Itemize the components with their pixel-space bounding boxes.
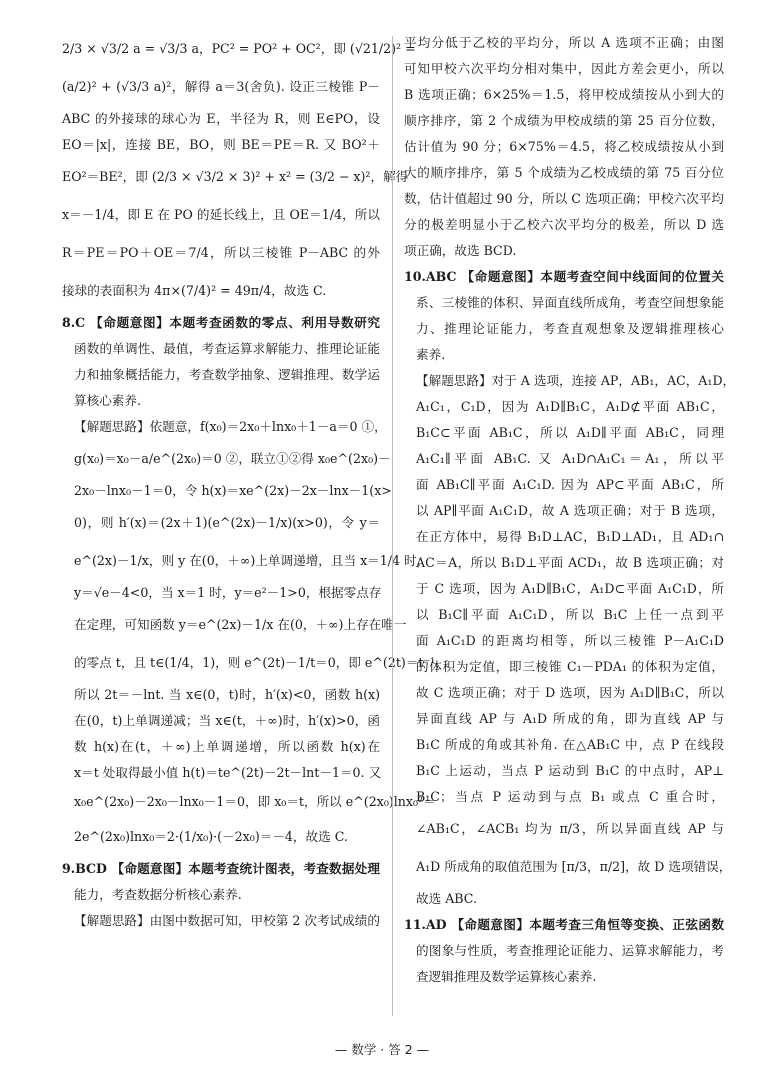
right-text-line: 素养. [416, 347, 446, 362]
right-text-line: 顺序排序，第 2 个成绩为甲校成绩的第 25 百分位数， [404, 113, 724, 128]
left-text-line: 8.C 【命题意图】本题考查函数的零点、利用导数研究 [62, 315, 380, 330]
right-text-line: 以 AP∥平面 A₁C₁D，故 A 选项正确；对于 B 选项， [416, 503, 724, 518]
left-text-line: e^(2x)－1/x，则 y 在(0，＋∞)上单调递增，且当 x＝1/4 时， [74, 553, 430, 568]
right-text-line: A₁D 所成角的取值范围为 [π/3，π/2]，故 D 选项错误， [416, 859, 732, 874]
left-text-line: 数 h(x)在(t，＋∞)上单调递增，所以函数 h(x)在 [74, 739, 380, 754]
right-text-line: 系、三棱锥的体积、异面直线所成角，考查空间想象能 [416, 295, 724, 310]
right-text-line: 面 AB₁C∥平面 A₁C₁D. 因为 AP⊂平面 AB₁C，所 [416, 477, 724, 492]
right-text-line: B₁C 所成的角或其补角. 在△AB₁C 中，点 P 在线段 [416, 737, 724, 752]
left-text-line: 力和抽象概括能力，考查数学抽象、逻辑推理、数学运 [74, 367, 380, 382]
left-text-line: 【解题思路】由图中数据可知，甲校第 2 次考试成绩的 [74, 913, 380, 928]
right-text-line: 异面直线 AP 与 A₁D 所成的角，即为直线 AP 与 [416, 711, 724, 726]
left-text-line: 算核心素养. [74, 393, 141, 408]
left-text-line: 函数的单调性、最值，考查运算求解能力、推理论证能 [74, 341, 380, 356]
right-text-line: 大的顺序排序，第 5 个成绩为乙校成绩的第 75 百分位 [404, 165, 724, 180]
left-text-line: 2/3 × √3/2 a = √3/3 a，PC² = PO² + OC²，即 (√21/2)² = [62, 41, 416, 56]
left-text-line: 能力，考查数据分析核心素养. [74, 887, 242, 902]
left-text-line: x₀e^(2x₀)－2x₀－lnx₀－1＝0，即 x₀＝t，所以 e^(2x₀)lnx₀²＝ [74, 794, 436, 809]
left-text-line: g(x₀)＝x₀－a/e^(2x₀)＝0 ②，联立①②得 x₀e^(2x₀)－ [74, 451, 391, 466]
right-text-line: 面 A₁C₁D 的距离均相等，所以三棱锥 P－A₁C₁D [416, 633, 724, 648]
right-text-line: 分的极差明显小于乙校六次平均分的极差，所以 D 选 [404, 217, 724, 232]
left-text-line: y＝√e－4<0，当 x＝1 时，y＝e²－1>0，根据零点存 [74, 585, 382, 600]
left-text-line: 所以 2t＝－lnt. 当 x∈(0，t)时，h′(x)<0，函数 h(x) [74, 687, 380, 702]
right-text-line: 以 B₁C∥平面 A₁C₁D，所以 B₁C 上任一点到平 [416, 607, 724, 622]
right-text-line: 项正确，故选 BCD. [404, 243, 517, 258]
right-text-line: AC＝A，所以 B₁D⊥平面 ACD₁，故 B 选项正确；对 [416, 555, 724, 570]
left-text-line: x＝－1/4，即 E 在 PO 的延长线上，且 OE＝1/4，所以 [62, 207, 380, 222]
page-footer: — 数学 · 答 2 — [334, 1042, 430, 1057]
right-text-line: 力、推理论证能力，考查直观想象及逻辑推理核心 [416, 321, 724, 336]
right-text-line: 平均分低于乙校的平均分，所以 A 选项不正确；由图 [404, 35, 724, 50]
right-text-line: 于 C 选项，因为 A₁D∥B₁C，A₁D⊂平面 A₁C₁D，所 [416, 581, 724, 596]
left-text-line: 接球的表面积为 4π×(7/4)² = 49π/4，故选 C. [62, 283, 327, 298]
right-text-line: 10.ABC 【命题意图】本题考查空间中线面间的位置关 [404, 269, 724, 284]
left-text-line: ABC 的外接球的球心为 E，半径为 R，则 E∈PO，设 [62, 111, 380, 126]
right-text-line: 可知甲校六次平均分相对集中，因此方差会更小，所以 [404, 61, 724, 76]
right-column [404, 30, 736, 990]
right-text-line: 估计值为 90 分；6×75%＝4.5，将乙校成绩按从小到 [404, 139, 724, 154]
left-text-line: 【解题思路】依题意，f(x₀)＝2x₀＋lnx₀＋1－a＝0 ①， [74, 419, 387, 434]
right-text-line: A₁C₁∥平面 AB₁C. 又 A₁D∩A₁C₁＝A₁，所以平 [416, 451, 724, 466]
right-text-line: 【解题思路】对于 A 选项，连接 AP，AB₁，AC，A₁D， [416, 373, 736, 388]
right-text-line: B₁C 上运动，当点 P 运动到 B₁C 的中点时，AP⊥ [416, 763, 724, 778]
right-text-line: 故选 ABC. [416, 891, 477, 906]
left-text-line: 在(0，t)上单调递减；当 x∈(t，＋∞)时，h′(x)>0，函 [74, 713, 380, 728]
left-text-line: EO＝|x|，连接 BE，BO，则 BE＝PE＝R. 又 BO²＋ [62, 137, 380, 152]
right-text-line: 11.AD 【命题意图】本题考查三角恒等变换、正弦函数 [404, 917, 724, 932]
right-text-line: B 选项正确；6×25%＝1.5，将甲校成绩按从小到大的 [404, 87, 724, 102]
left-text-line: 9.BCD 【命题意图】本题考查统计图表，考查数据处理 [62, 861, 380, 876]
right-text-line: 数，估计值超过 90 分，所以 C 选项正确；甲校六次平均 [404, 191, 724, 206]
right-text-line: ∠AB₁C，∠ACB₁ 均为 π/3，所以异面直线 AP 与 [416, 821, 724, 836]
right-text-line: 的图象与性质，考查推理论证能力、运算求解能力，考 [416, 943, 724, 958]
left-text-line: 0)，则 h′(x)＝(2x＋1)(e^(2x)－1/x)(x>0)，令 y＝ [74, 515, 380, 530]
right-text-line: 故 C 选项正确；对于 D 选项，因为 A₁D∥B₁C，所以 [416, 685, 724, 700]
left-text-line: 的零点 t，且 t∈(1/4，1)，则 e^(2t)－1/t＝0，即 e^(2t)＝t⁻¹， [74, 655, 448, 670]
left-text-line: 在定理，可知函数 y＝e^(2x)－1/x 在(0，＋∞)上存在唯一 [74, 617, 407, 632]
right-text-line: B₁C；当点 P 运动到与点 B₁ 或点 C 重合时， [416, 789, 724, 804]
column-divider [392, 36, 393, 1016]
left-text-line: EO²＝BE²，即 (2/3 × √3/2 × 3)² + x² = (3/2 − x)²，解得 [62, 169, 409, 184]
right-text-line: 查逻辑推理及数学运算核心素养. [416, 969, 597, 984]
right-text-line: 的体积为定值，即三棱锥 C₁－PDA₁ 的体积为定值， [416, 659, 724, 674]
left-text-line: 2e^(2x₀)lnx₀＝2·(1/x₀)·(－2x₀)＝－4，故选 C. [74, 829, 348, 844]
left-text-line: R＝PE＝PO＋OE＝7/4，所以三棱锥 P－ABC 的外 [62, 245, 380, 260]
right-text-line: A₁C₁，C₁D，因为 A₁D∥B₁C，A₁D⊄平面 AB₁C， [416, 399, 724, 414]
right-text-line: B₁C⊂平面 AB₁C，所以 A₁D∥平面 AB₁C，同理 [416, 425, 724, 440]
left-text-line: 2x₀－lnx₀－1＝0，令 h(x)＝xe^(2x)－2x－lnx－1(x> [74, 483, 392, 498]
right-text-line: 在正方体中，易得 B₁D⊥AC，B₁D⊥AD₁，且 AD₁∩ [416, 529, 724, 544]
left-text-line: (a/2)² + (√3/3 a)²，解得 a＝3(舍负). 设正三棱锥 P－ [62, 79, 380, 94]
left-text-line: x＝t 处取得最小值 h(t)＝te^(2t)－2t－lnt－1＝0. 又 [74, 765, 382, 780]
